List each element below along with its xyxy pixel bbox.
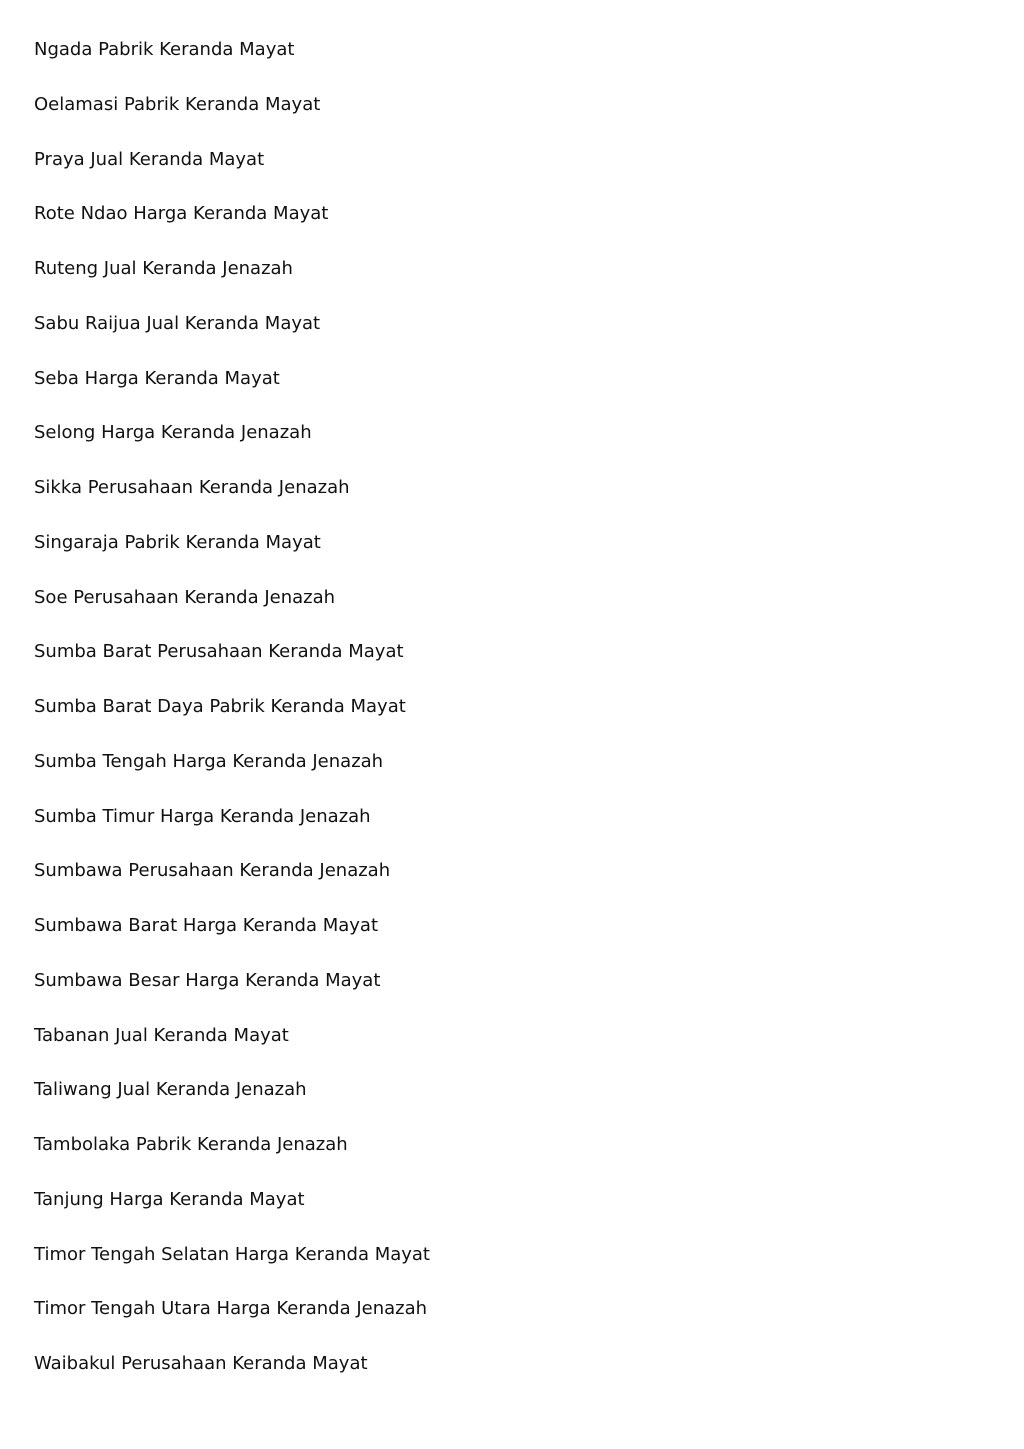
document-page — [34, 38, 994, 1407]
text-line: Selong Harga Keranda Jenazah — [34, 422, 312, 444]
text-line: Ruteng Jual Keranda Jenazah — [34, 258, 293, 279]
text-line: Singaraja Pabrik Keranda Mayat — [34, 531, 321, 553]
text-line: Sabu Raijua Jual Keranda Mayat — [34, 312, 321, 334]
text-line: Seba Harga Keranda Mayat — [34, 367, 280, 389]
text-line: Ngada Pabrik Keranda Mayat — [34, 39, 295, 60]
text-line: Tanjung Harga Keranda Mayat — [34, 1188, 305, 1210]
text-line: Sumba Barat Daya Pabrik Keranda Mayat — [34, 696, 406, 717]
text-line: Sumbawa Besar Harga Keranda Mayat — [34, 969, 381, 991]
text-line: Sumba Barat Perusahaan Keranda Mayat — [34, 641, 404, 663]
text-line-list — [34, 38, 994, 1407]
text-line: Tabanan Jual Keranda Mayat — [34, 1024, 289, 1046]
text-line: Soe Perusahaan Keranda Jenazah — [34, 586, 336, 608]
text-line: Timor Tengah Selatan Harga Keranda Mayat — [34, 1243, 430, 1265]
text-line: Oelamasi Pabrik Keranda Mayat — [34, 93, 321, 115]
text-line: Sikka Perusahaan Keranda Jenazah — [34, 477, 350, 498]
text-line: Tambolaka Pabrik Keranda Jenazah — [34, 1134, 348, 1155]
text-line: Sumba Tengah Harga Keranda Jenazah — [34, 750, 384, 772]
text-line: Rote Ndao Harga Keranda Mayat — [34, 203, 329, 225]
text-line: Praya Jual Keranda Mayat — [34, 148, 265, 170]
text-line: Timor Tengah Utara Harga Keranda Jenazah — [34, 1298, 428, 1320]
text-line: Sumbawa Perusahaan Keranda Jenazah — [34, 860, 391, 882]
text-line: Taliwang Jual Keranda Jenazah — [34, 1079, 307, 1101]
text-line: Sumbawa Barat Harga Keranda Mayat — [34, 915, 379, 936]
text-line: Waibakul Perusahaan Keranda Mayat — [34, 1353, 368, 1374]
text-line: Sumba Timur Harga Keranda Jenazah — [34, 805, 371, 827]
